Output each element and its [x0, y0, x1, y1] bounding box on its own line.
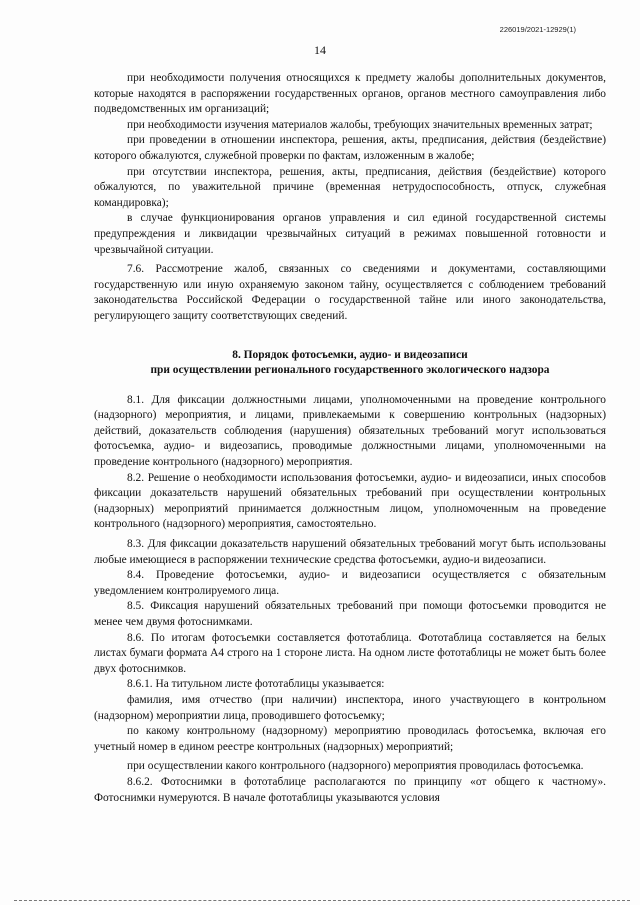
- paragraph: 8.6.1. На титульном листе фототаблицы указывается:: [127, 678, 385, 691]
- section-heading-line: при осуществлении регионального государственного экологического надзора: [150, 364, 550, 377]
- scan-edge-line: [14, 899, 630, 901]
- paragraph: в случае функционирования органов управления и сил единой государственной системы предупреждения и ликвидации чрезвычайных ситуаций в режимах повышенной готовности и чрезвычайной ситуации.: [94, 212, 606, 256]
- paragraph: по какому контрольному (надзорному) мероприятию проводилась фотосъемка, включая его учетный номер в едином реестре контрольных (надзорных) мероприятий;: [94, 725, 606, 753]
- document-id: 226019/2021-12929(1): [499, 25, 576, 34]
- paragraph: при отсутствии инспектора, решения, акты, предписания, действия (бездействие) которого обжалуются, по уважительной причине (временная нетрудоспособность, отпуск, служебная командировка);: [94, 165, 606, 209]
- paragraph: 8.5. Фиксация нарушений обязательных требований при помощи фотосъемки проводится не менее чем двумя фотоснимками.: [94, 600, 606, 628]
- paragraph: фамилия, имя отчество (при наличии) инспектора, иного участвующего в контрольном (надзорном) мероприятии лица, проводившего фотосъемку;: [94, 693, 606, 722]
- document-body: [94, 71, 606, 806]
- paragraph: при необходимости получения относящихся к предмету жалобы дополнительных документов, которые находятся в распоряжении государственных органов, органов местного самоуправления либо подведомственных им организаций;: [94, 72, 606, 116]
- section-heading-line: 8. Порядок фотосъемки, аудио- и видеозаписи: [232, 348, 468, 361]
- paragraph: 7.6. Рассмотрение жалоб, связанных со сведениями и документами, составляющими государственную или иную охраняемую законом тайну, осуществляется с соблюдением требований законодательства Российской Федерации о государственной тайне или иного законодательства, регулирующего защиту соответствующих сведений.: [94, 263, 606, 322]
- paragraph: 8.6. По итогам фотосъемки составляется фототаблица. Фототаблица составляется на белых листах бумаги формата А4 строго на 1 стороне листа. На одном листе фототаблицы не может быть более двух фотоснимков.: [94, 631, 606, 675]
- paragraph: при осуществлении какого контрольного (надзорного) мероприятия проводилась фотосъемка.: [127, 760, 584, 773]
- page-number: 14: [314, 43, 326, 57]
- paragraph: 8.3. Для фиксации доказательств нарушений обязательных требований могут быть использованы любые имеющиеся в распоряжении технические средства фотосъемки, аудио-и видеозаписи.: [94, 538, 606, 566]
- paragraph: при необходимости изучения материалов жалобы, требующих значительных временных затрат;: [127, 118, 593, 131]
- paragraph: 8.6.2. Фотоснимки в фототаблице располагаются по принципу «от общего к частному». Фотоснимки нумеруются. В начале фототаблицы указываются условия: [94, 775, 606, 804]
- paragraph: 8.2. Решение о необходимости использования фотосъемки, аудио- и видеозаписи, иных способов фиксации доказательств нарушений обязательных требований при осуществлении контрольных (надзорных) мероприятий принимается должностным лицом, уполномоченным на проведение контрольного (надзорного) мероприятия, самостоятельно.: [94, 471, 606, 531]
- paragraph: при проведении в отношении инспектора, решения, акты, предписания, действия (бездействие) которого обжалуются, служебной проверки по фактам, изложенным в жалобе;: [94, 134, 606, 162]
- section-heading: [94, 348, 606, 379]
- paragraph: 8.1. Для фиксации должностными лицами, уполномоченными на проведение контрольного (надзорного) мероприятия, и лицами, привлекаемыми к совершению контрольных (надзорных) действий, доказательств соблюдения (нарушения) обязательных требований могут использоваться фотосъемка, аудио- и видеозапись, проводимые должностными лицами, уполномоченными на проведение контрольного (надзорного) мероприятия.: [94, 393, 606, 469]
- paragraph: 8.4. Проведение фотосъемки, аудио- и видеозаписи осуществляется с обязательным уведомлением контролируемого лица.: [94, 569, 606, 597]
